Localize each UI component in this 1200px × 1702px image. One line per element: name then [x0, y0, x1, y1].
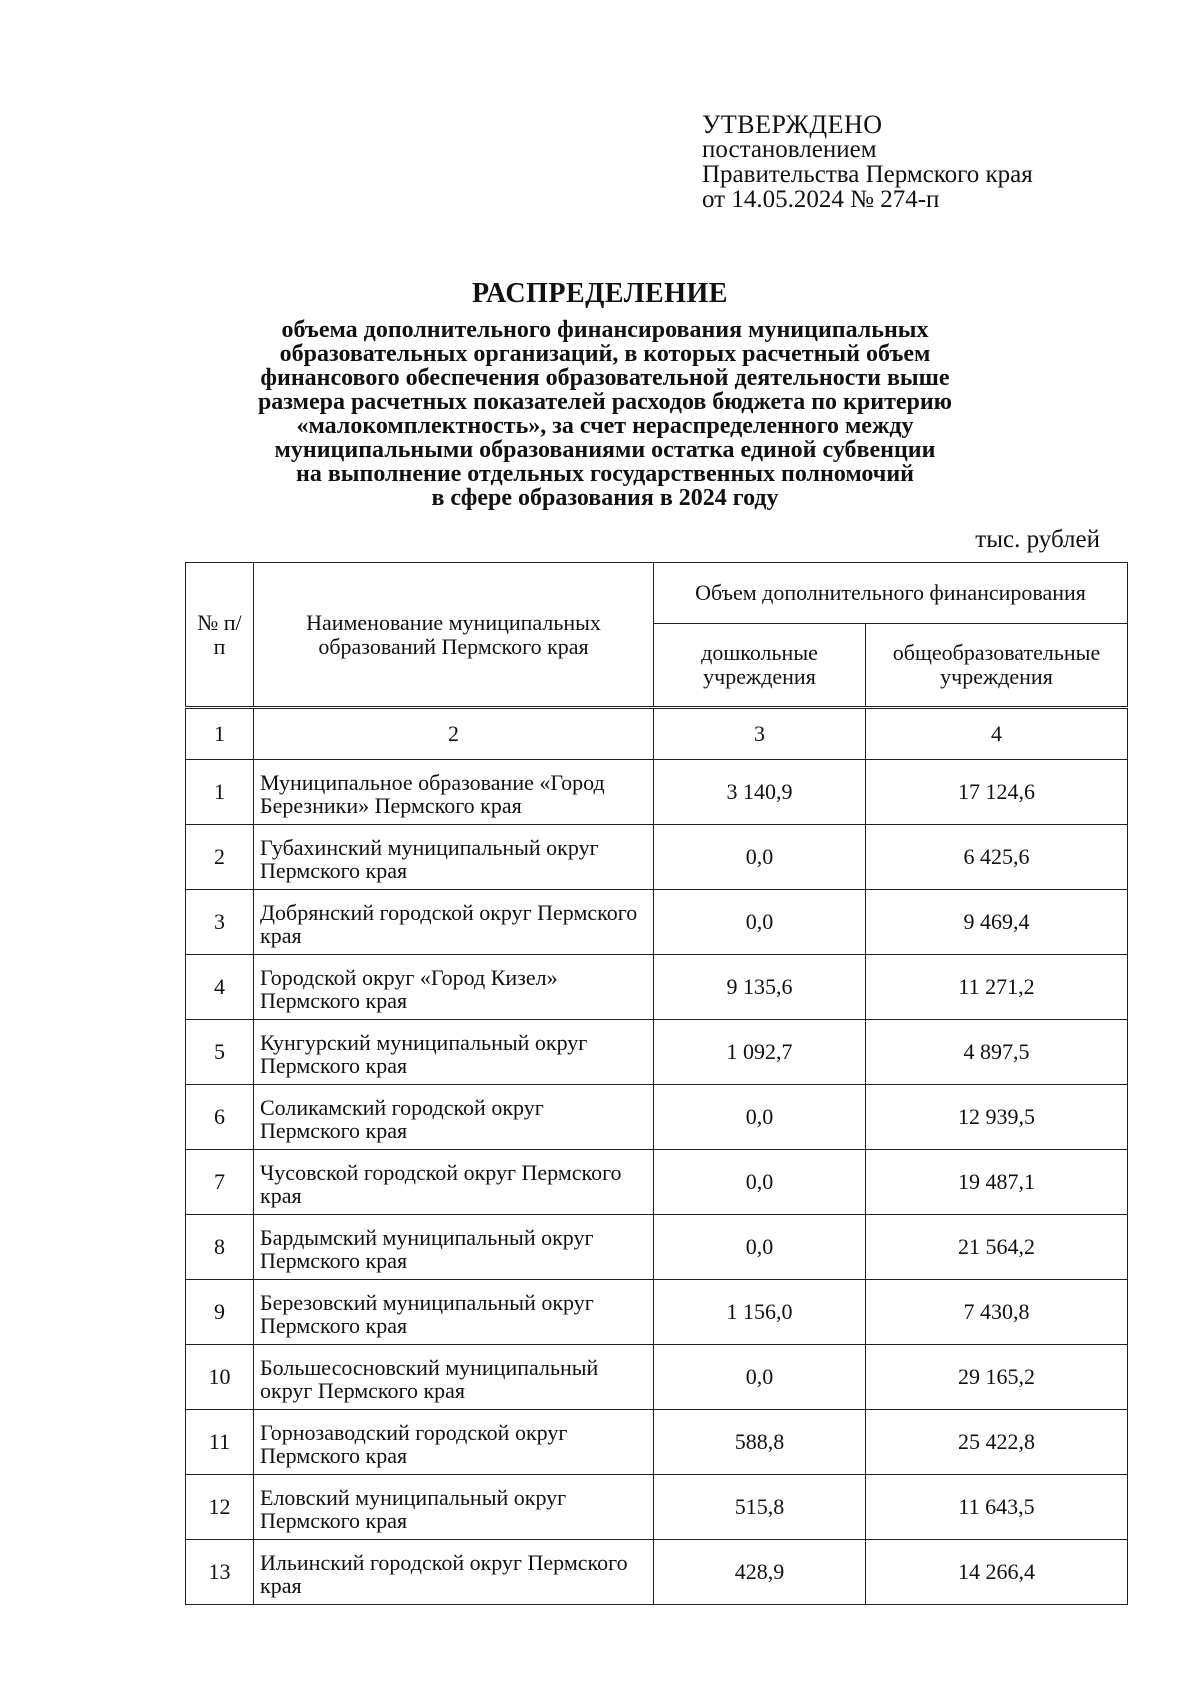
table-row — [186, 1280, 1128, 1345]
table-row — [186, 825, 1128, 890]
row-name: Кунгурский муниципальный округ Пермского края — [254, 1020, 654, 1085]
row-num: 5 — [186, 1020, 254, 1085]
row-general: 29 165,2 — [866, 1345, 1128, 1410]
subtitle-line: образовательных организаций, в которых расчетный объем — [279, 341, 931, 367]
table-row — [186, 760, 1128, 825]
units-label: тыс. рублей — [975, 526, 1100, 553]
approval-stamp: УТВЕРЖДЕНО — [702, 110, 883, 139]
header-name: Наименование муниципальных образований Пермского края — [254, 563, 654, 708]
column-numbers-row — [186, 708, 1128, 760]
row-general: 11 643,5 — [866, 1475, 1128, 1540]
table-row — [186, 1020, 1128, 1085]
row-num: 9 — [186, 1280, 254, 1345]
row-general: 7 430,8 — [866, 1280, 1128, 1345]
row-name: Большесосновский муниципальный округ Пермского края — [254, 1345, 654, 1410]
approval-line-2: Правительства Пермского края — [702, 161, 1033, 188]
subtitle-line: объема дополнительного финансирования муниципальных — [281, 317, 929, 343]
column-number: 2 — [254, 708, 654, 760]
row-preschool: 515,8 — [654, 1475, 866, 1540]
row-num: 13 — [186, 1540, 254, 1605]
table-row — [186, 1410, 1128, 1475]
row-num: 11 — [186, 1410, 254, 1475]
header-preschool: дошкольные учреждения — [654, 624, 866, 708]
row-num: 12 — [186, 1475, 254, 1540]
distribution-table — [185, 562, 1128, 1605]
row-general: 17 124,6 — [866, 760, 1128, 825]
subtitle-line: муниципальными образованиями остатка единой субвенции — [274, 437, 936, 463]
table-row — [186, 1540, 1128, 1605]
subtitle-line: финансового обеспечения образовательной деятельности выше — [260, 365, 950, 391]
row-general: 14 266,4 — [866, 1540, 1128, 1605]
row-name: Чусовской городской округ Пермского края — [254, 1150, 654, 1215]
row-num: 4 — [186, 955, 254, 1020]
row-preschool: 0,0 — [654, 890, 866, 955]
row-name: Еловский муниципальный округ Пермского края — [254, 1475, 654, 1540]
column-number: 1 — [186, 708, 254, 760]
header-general: общеобразовательные учреждения — [866, 624, 1128, 708]
row-name: Бардымский муниципальный округ Пермского края — [254, 1215, 654, 1280]
row-general: 21 564,2 — [866, 1215, 1128, 1280]
table-header-row — [186, 563, 1128, 624]
subtitle-line: на выполнение отдельных государственных полномочий — [296, 461, 914, 487]
row-preschool: 1 092,7 — [654, 1020, 866, 1085]
row-preschool: 0,0 — [654, 1215, 866, 1280]
row-general: 12 939,5 — [866, 1085, 1128, 1150]
row-name: Добрянский городской округ Пермского края — [254, 890, 654, 955]
approval-line-3: от 14.05.2024 № 274-п — [702, 186, 940, 213]
row-general: 9 469,4 — [866, 890, 1128, 955]
table-row — [186, 1150, 1128, 1215]
row-name: Муниципальное образование «Город Березники» Пермского края — [254, 760, 654, 825]
document-subtitle — [170, 318, 1040, 510]
table-row — [186, 955, 1128, 1020]
subtitle-line: «малокомплектность», за счет нераспределенного между — [296, 413, 914, 439]
row-name: Соликамский городской округ Пермского края — [254, 1085, 654, 1150]
document-title: РАСПРЕДЕЛЕНИЕ — [472, 278, 728, 309]
header-num: № п/п — [186, 563, 254, 708]
table-row — [186, 890, 1128, 955]
table-row — [186, 1475, 1128, 1540]
row-name: Березовский муниципальный округ Пермского края — [254, 1280, 654, 1345]
row-preschool: 588,8 — [654, 1410, 866, 1475]
row-preschool: 9 135,6 — [654, 955, 866, 1020]
row-name: Городской округ «Город Кизел» Пермского края — [254, 955, 654, 1020]
row-general: 4 897,5 — [866, 1020, 1128, 1085]
row-preschool: 0,0 — [654, 1345, 866, 1410]
row-name: Горнозаводский городской округ Пермского края — [254, 1410, 654, 1475]
approval-block — [702, 112, 1142, 212]
subtitle-line: размера расчетных показателей расходов бюджета по критерию — [257, 389, 953, 415]
row-preschool: 1 156,0 — [654, 1280, 866, 1345]
row-num: 6 — [186, 1085, 254, 1150]
table-row — [186, 1215, 1128, 1280]
row-general: 25 422,8 — [866, 1410, 1128, 1475]
table-row — [186, 1085, 1128, 1150]
row-num: 3 — [186, 890, 254, 955]
row-num: 7 — [186, 1150, 254, 1215]
column-number: 3 — [654, 708, 866, 760]
row-preschool: 3 140,9 — [654, 760, 866, 825]
row-preschool: 0,0 — [654, 1085, 866, 1150]
row-preschool: 0,0 — [654, 825, 866, 890]
row-preschool: 0,0 — [654, 1150, 866, 1215]
row-num: 1 — [186, 760, 254, 825]
column-number: 4 — [866, 708, 1128, 760]
row-num: 2 — [186, 825, 254, 890]
row-name: Ильинский городской округ Пермского края — [254, 1540, 654, 1605]
subtitle-line: в сфере образования в 2024 году — [431, 485, 779, 511]
approval-line-1: постановлением — [702, 136, 877, 163]
row-num: 10 — [186, 1345, 254, 1410]
table-row — [186, 1345, 1128, 1410]
row-general: 6 425,6 — [866, 825, 1128, 890]
row-name: Губахинский муниципальный округ Пермского края — [254, 825, 654, 890]
row-preschool: 428,9 — [654, 1540, 866, 1605]
row-general: 11 271,2 — [866, 955, 1128, 1020]
row-general: 19 487,1 — [866, 1150, 1128, 1215]
header-group: Объем дополнительного финансирования — [654, 563, 1128, 624]
row-num: 8 — [186, 1215, 254, 1280]
